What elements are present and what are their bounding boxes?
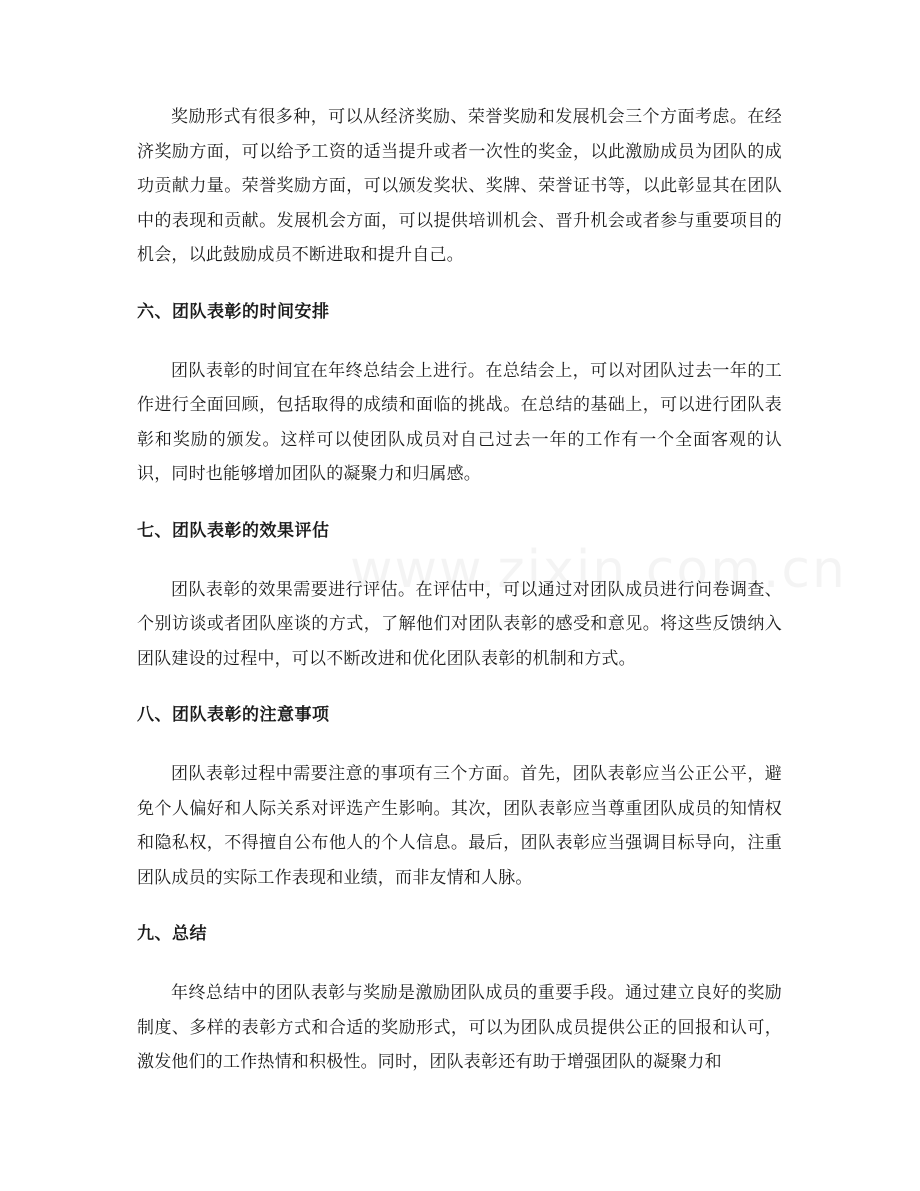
paragraph-section-9: 年终总结中的团队表彰与奖励是激励团队成员的重要手段。通过建立良好的奖励制度、多样的表彰方式和合适的奖励形式，可以为团队成员提供公正的回报和认可，激发他们的工作热情和积极性。同时，团队表彰还有助于增强团队的凝聚力和 — [137, 983, 782, 1072]
heading-section-8: 八、团队表彰的注意事项 — [137, 705, 330, 725]
paragraph-section-7: 团队表彰的效果需要进行评估。在评估中，可以通过对团队成员进行问卷调查、个别访谈或者团队座谈的方式，了解他们对团队表彰的感受和意见。将这些反馈纳入团队建设的过程中，可以不断改进和优化团队表彰的机制和方式。 — [137, 579, 782, 669]
paragraph-reward-forms: 奖励形式有很多种，可以从经济奖励、荣誉奖励和发展机会三个方面考虑。在经济奖励方面，可以给予工资的适当提升或者一次性的奖金，以此激励成员为团队的成功贡献力量。荣誉奖励方面，可以颁发奖状、奖牌、荣誉证书等，以此彰显其在团队中的表现和贡献。发展机会方面，可以提供培训机会、晋升机会或者参与重要项目的机会，以此鼓励成员不断进取和提升自己。 — [137, 107, 782, 265]
heading-section-7: 七、团队表彰的效果评估 — [137, 520, 330, 541]
paragraph-section-8: 团队表彰过程中需要注意的事项有三个方面。首先，团队表彰应当公正公平，避免个人偏好和人际关系对评选产生影响。其次，团队表彰应当尊重团队成员的知情权和隐私权，不得擅自公布他人的个人信息。最后，团队表彰应当强调目标导向，注重团队成员的实际工作表现和业绩，而非友情和人脉。 — [137, 764, 782, 888]
paragraph-section-6: 团队表彰的时间宜在年终总结会上进行。在总结会上，可以对团队过去一年的工作进行全面回顾，包括取得的成绩和面临的挑战。在总结的基础上，可以进行团队表彰和奖励的颁发。这样可以使团队成员对自己过去一年的工作有一个全面客观的认识，同时也能够增加团队的凝聚力和归属感。 — [137, 360, 782, 484]
heading-section-6: 六、团队表彰的时间安排 — [137, 301, 330, 322]
document-page — [137, 100, 782, 1080]
heading-section-9: 九、总结 — [137, 924, 207, 944]
